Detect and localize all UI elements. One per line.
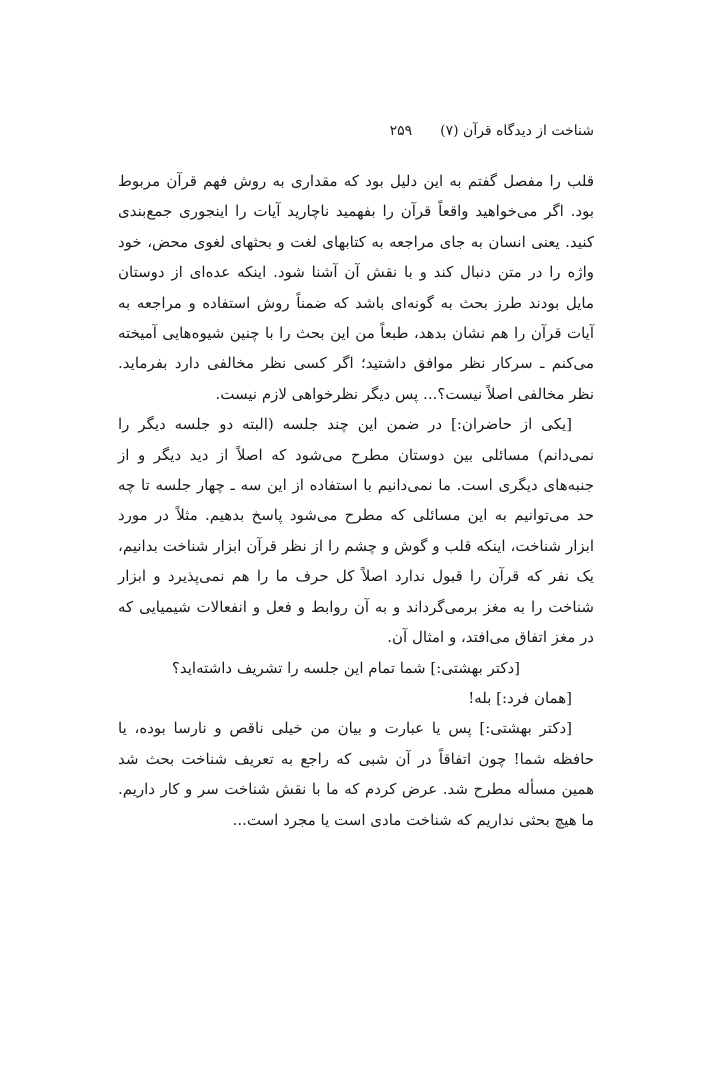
page-number: ۲۵۹ (389, 123, 413, 139)
paragraph: [دکتر بهشتی:] پس یا عبارت و بیان من خیلی ناقص و نارسا بوده، یا حافظه شما! چون اتفاقاً در آن شبی که راجع به تعریف شناخت بحث شد همین مسأله مطرح شد. عرض کردم که ما با نقش شناخت سر و کار داریم. ما هیچ بحثی نداریم که شناخت مادی است یا مجرد است... (118, 719, 594, 829)
body-text (118, 166, 594, 835)
paragraph: [دکتر بهشتی:] شما تمام این جلسه را تشریف داشته‌اید؟ (171, 658, 520, 677)
chapter-title: شناخت از دیدگاه قرآن (۷) (440, 123, 594, 139)
paragraph: [همان فرد:] بله! (468, 688, 572, 707)
paragraph: قلب را مفصل گفتم به این دلیل بود که مقداری به روش فهم قرآن مربوط بود. اگر می‌خواهید واقعاً قرآن را بفهمید ناچارید آیات را اینجوری جمع‌بندی کنید. یعنی انسان به جای مراجعه به کتابهای لغت و بحثهای لغوی محض، خود واژه را در متن دنبال کند و با نقش آن آشنا شود. اینکه عده‌ای از دوستان مایل بودند طرز بحث به گونه‌ای باشد که ضمناً روش استفاده و مراجعه به آیات قرآن را هم نشان بدهد، طبعاً من این بحث را با چنین شیوه‌هایی آمیخته می‌کنم ـ سرکار نظر موافق داشتید؛ اگر کسی نظر مخالفی دارد بفرماید. نظر مخالفی اصلاً نیست؟... پس دیگر نظرخواهی لازم نیست. (118, 172, 594, 403)
paragraph: [یکی از حاضران:] در ضمن این چند جلسه (البته دو جلسه دیگر را نمی‌دانم) مسائلی بین دوستان مطرح می‌شود که اصلاً از دید دیگر و از جنبه‌های دیگری است. ما نمی‌دانیم با استفاده از این سه ـ چهار جلسه تا چه حد می‌توانیم به این مسائلی که مطرح می‌شود پاسخ بدهیم. مثلاً در مورد ابزار شناخت، اینکه قلب و گوش و چشم را از نظر قرآن ابزار شناخت بدانیم، یک نفر که قرآن را قبول ندارد اصلاً کل حرف ما را هم نمی‌پذیرد و ابزار شناخت را به مغز برمی‌گرداند و به آن روابط و فعل و انفعالات شیمیایی که در مغز اتفاق می‌افتد، و امثال آن. (118, 415, 594, 647)
running-header (118, 120, 594, 142)
